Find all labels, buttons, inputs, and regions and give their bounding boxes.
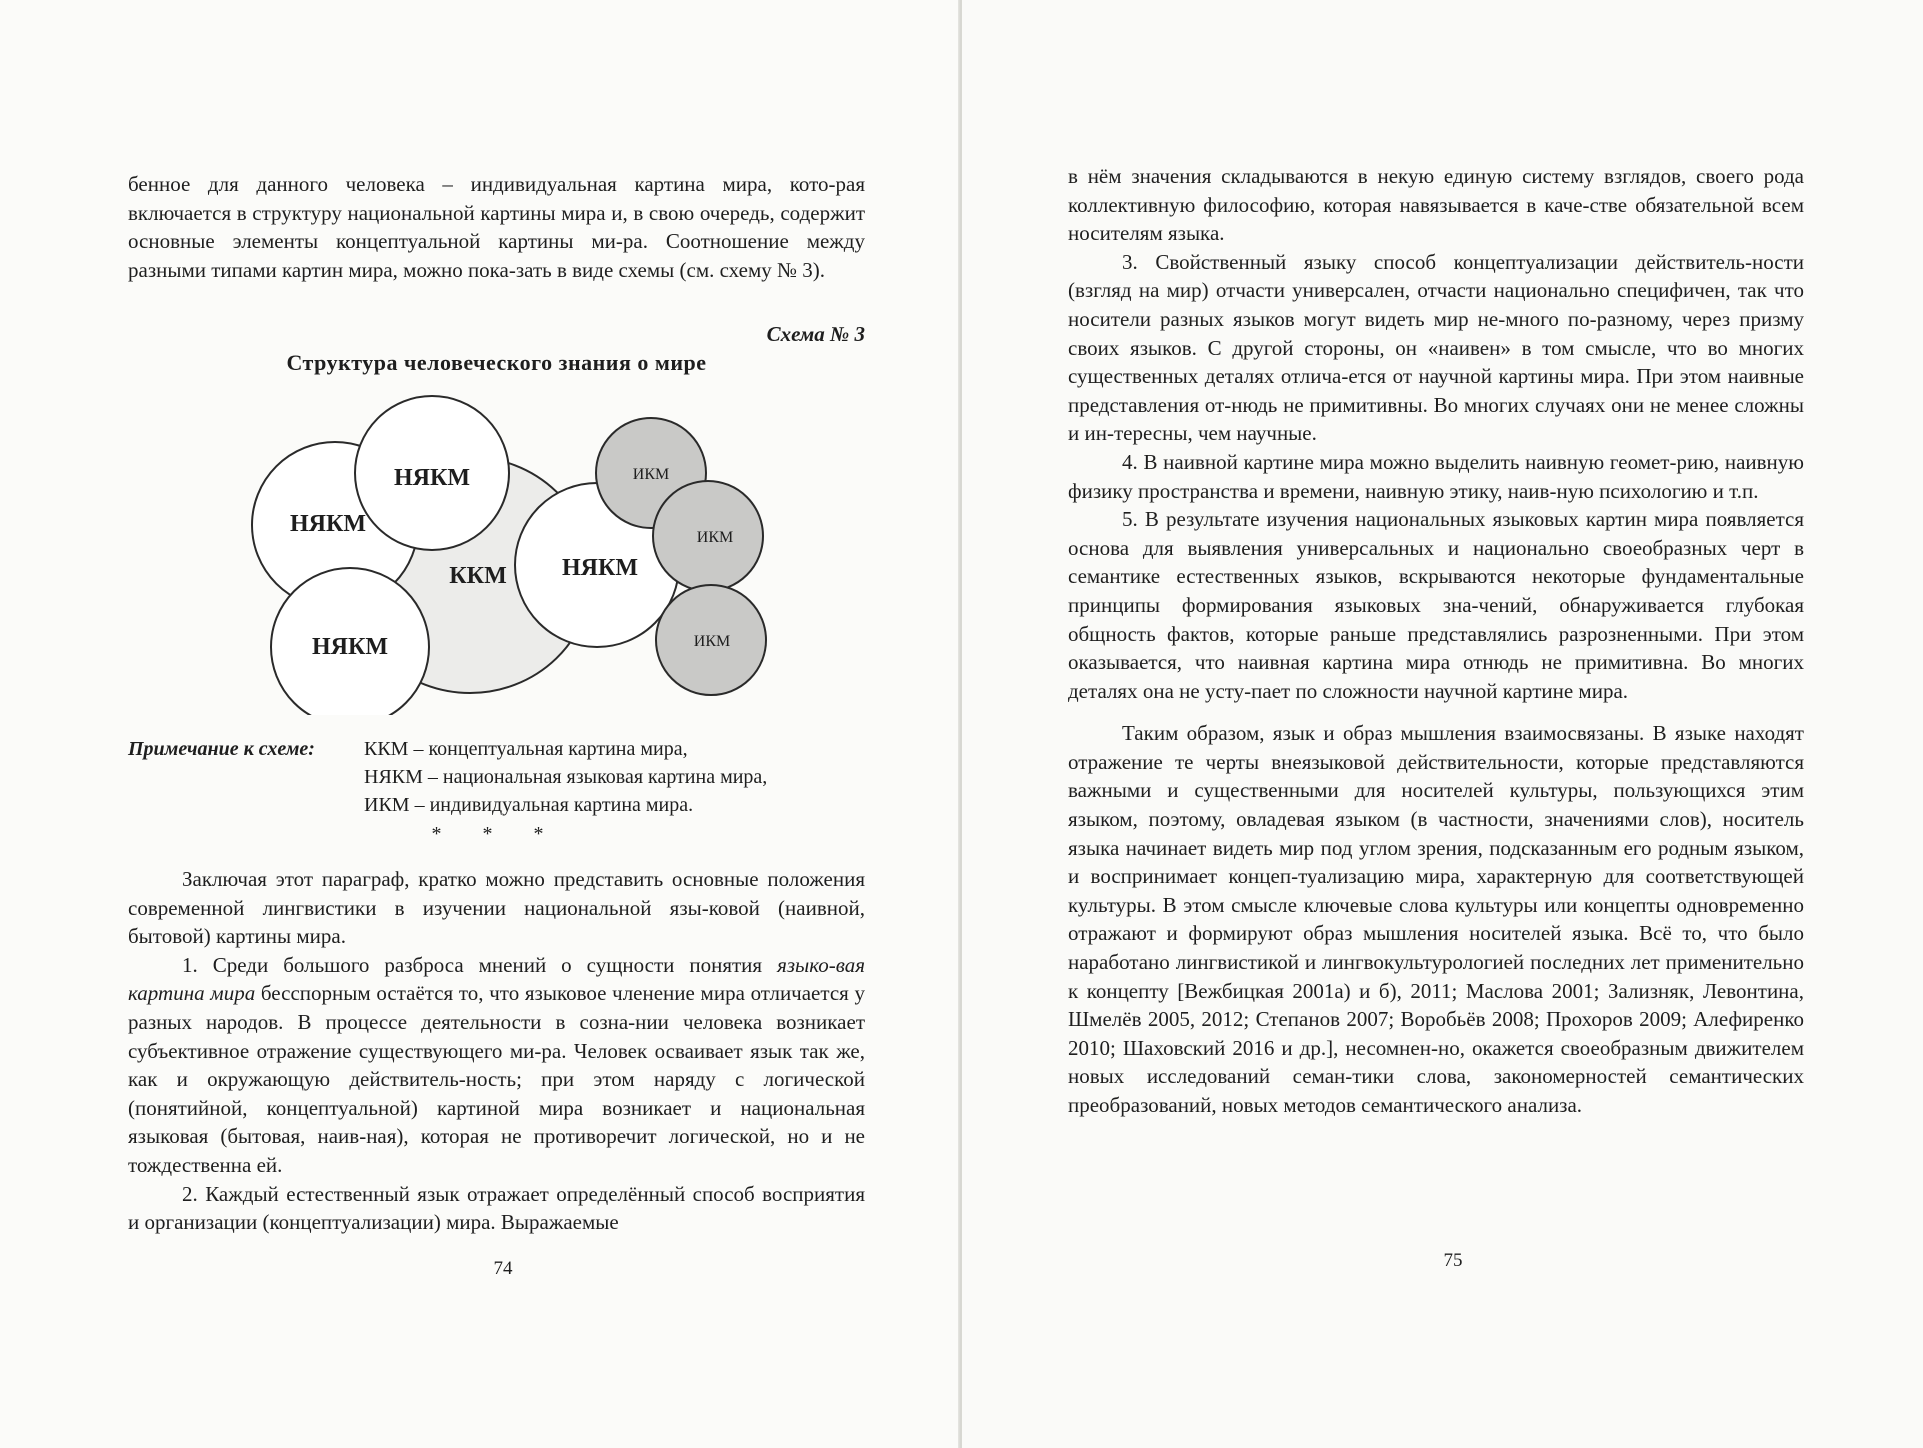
point-1-before: 1. Среди большого разброса мнений о сущности понятия	[182, 952, 778, 977]
nyakm-label-top: НЯКМ	[393, 465, 471, 491]
ikm-label-3: ИКМ	[693, 633, 731, 650]
point-2-paragraph: 2. Каждый естественный язык отражает определённый способ восприятия и организации (концептуализации) мира. Выражаемые	[128, 1181, 865, 1235]
point-5-paragraph: 5. В результате изучения национальных языковых картин мира появляется основа для выявления универсальных и национально своеобразных черт в семантике естественных языков, вскрываются некоторые фундаментальные принципы формирования языковых зна-чений, обнаруживается глубокая общность фактов, которые раньше представлялись разрозненными. При этом оказывается, что наивная картина мира отнюдь не примитивна. Во многих деталях она не усту-пает по сложности научной картине мира.	[1068, 507, 1804, 703]
right-text-column	[1068, 162, 1804, 1120]
left-bottom-text	[128, 865, 865, 1237]
left-top-text: бенное для данного человека – индивидуальная картина мира, кото-рая включается в структуру национальной картины мира и, в свою очередь, содержит основные элементы концептуальной картины ми-ра. Соотношение между разными типами картин мира, можно пока-зать в виде схемы (см. схему № 3).	[128, 172, 865, 282]
left-top-paragraph	[128, 170, 865, 284]
nyakm-label-right: НЯКМ	[561, 555, 639, 581]
section-separator: * * *	[431, 823, 562, 845]
scheme-label: Схема № 3	[766, 322, 865, 346]
note-line-ikm: ИКМ – индивидуальная картина мира.	[364, 794, 694, 816]
page-number-right: 75	[1443, 1250, 1463, 1271]
ikm-label-1: ИКМ	[632, 466, 670, 483]
nyakm-label-bottom: НЯКМ	[311, 634, 389, 660]
note-lines	[364, 735, 767, 819]
nyakm-label-left: НЯКМ	[289, 511, 367, 537]
intro-paragraph: Заключая этот параграф, кратко можно представить основные положения современной лингвистики в изучении национальной язы-ковой (наивной, бытовой) картины мира.	[128, 867, 865, 949]
continuation-paragraph: в нём значения складываются в некую единую систему взглядов, своего рода коллективную философию, которая навязывается в каче-стве обязательной всем носителям языка.	[1068, 164, 1804, 246]
ccm-label: ККМ	[449, 563, 507, 589]
ikm-label-2: ИКМ	[696, 529, 734, 546]
point-1-paragraph	[128, 951, 865, 1180]
point-3-paragraph: 3. Свойственный языку способ концептуализации действитель-ности (взгляд на мир) отчасти универсален, отчасти национально специфичен, так что носители разных языков могут видеть мир не-много по-разному, через призму своих языков. С другой стороны, он «наивен» в том смысле, что во многих существенных деталях отлича-ется от научной картины мира. При этом наивные представления от-нюдь не примитивны. Во многих случаях они не менее сложны и ин-тересны, чем научные.	[1068, 249, 1804, 446]
point-1-term: языко-вая картина мира	[128, 952, 865, 1006]
scheme-title: Структура человеческого знания о мире	[286, 350, 707, 375]
point-1-after: бесспорным остаётся то, что языковое членение мира отличается у разных народов. В процессе деятельности в созна-нии человека возникает субъективное отражение существующего ми-ра. Человек осваивает язык так же, как и окружающую действитель-ность; при этом наряду с логической (понятийной, концептуальной) картиной мира возникает и национальная языковая (бытовая, наив-ная), которая не противоречит логической, но и не тождественна ей.	[128, 981, 865, 1177]
conclusion-paragraph: Таким образом, язык и образ мышления взаимосвязаны. В языке находят отражение те черты внеязыковой действительности, которые представляются важными и существенными для носителей культуры, пользующихся этим языком, поэтому, овладевая языком (в частности, значениями слов), носитель языка начинает видеть мир под углом зрения, подсказанным его родным языком, и воспринимает концеп-туализацию мира, характерную для соответствующей культуры. В этом смысле ключевые слова культуры или концепты одновременно отражают и формируют образ мышления носителей языка. Всё то, что было наработано лингвистикой и лингвокультурологией последних лет применительно к концепту [Вежбицкая 2001а) и б), 2011; Маслова 2001; Зализняк, Левонтина, Шмелёв 2005, 2012; Степанов 2007; Воробьёв 2008; Прохоров 2009; Алефиренко 2010; Шаховский 2016 и др.], несомнен-но, окажется своеобразным движителем новых исследований семан-тики слова, закономерностей семантических преобразований, новых методов семантического анализа.	[1068, 721, 1804, 1117]
point-4-paragraph: 4. В наивной картине мира можно выделить наивную геомет-рию, наивную физику пространства и времени, наивную этику, наив-ную психологию и т.п.	[1068, 449, 1804, 503]
left-page	[0, 0, 961, 1448]
worldview-diagram	[240, 385, 800, 715]
note-label: Примечание к схеме:	[128, 738, 315, 760]
note-line-nyakm: НЯКМ – национальная языковая картина мира,	[364, 766, 768, 788]
note-line-ccm: ККМ – концептуальная картина мира,	[364, 738, 688, 760]
page-number-left: 74	[493, 1258, 513, 1279]
